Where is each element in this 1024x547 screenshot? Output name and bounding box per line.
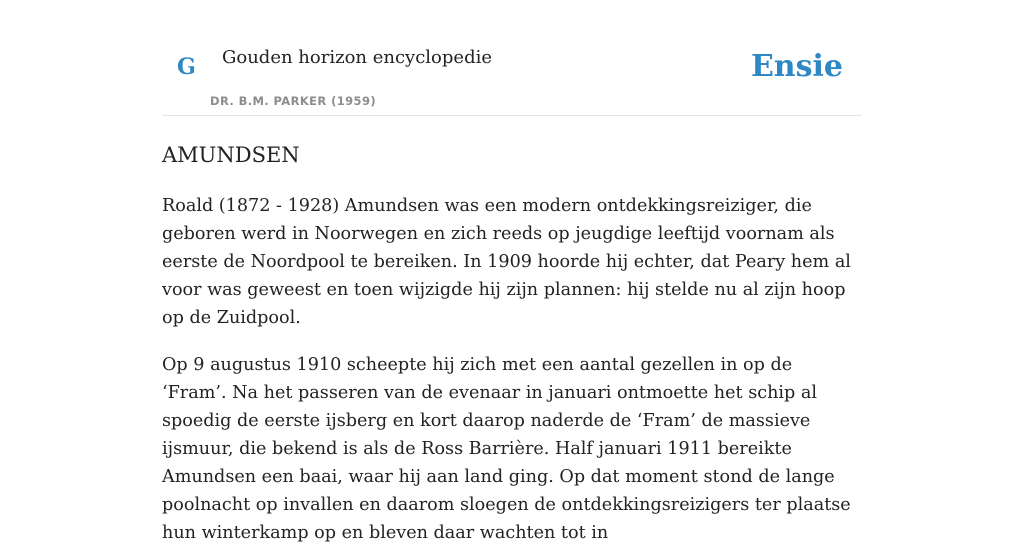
entry-paragraph: Roald (1872 - 1928) Amundsen was een modern ontdekkingsreiziger, die geboren werd in Noorwegen en zich reeds op jeugdige leeftijd voornam als eerste de Noordpool te bereiken. In 1909 hoorde hij echter, dat Peary hem al voor was geweest en toen wijzigde hij zijn plannen: hij stelde nu al zijn hoop op de Zuidpool. — [162, 196, 851, 329]
source-logo[interactable]: G — [177, 54, 196, 80]
source-title[interactable]: Gouden horizon encyclopedie — [222, 47, 492, 68]
source-author: DR. B.M. PARKER (1959) — [210, 94, 377, 108]
source-header — [162, 0, 862, 116]
entry-content — [162, 143, 862, 547]
entry-paragraph: Op 9 augustus 1910 scheepte hij zich met een aantal gezellen in op de ‘Fram’. Na het passeren van de evenaar in januari ontmoette het schip al spoedig de eerste ijsberg en kort daarop naderde de ‘Fram’ de massieve ijsmuur, die bekend is als de Ross Barrière. Half januari 1911 bereikte Amundsen een baai, waar hij aan land ging. Op dat moment stond de lange poolnacht op invallen en daarom sloegen de ontdekkingsreizigers ter plaatse hun winterkamp op en bleven daar wachten tot in — [162, 355, 851, 544]
entry-title: AMUNDSEN — [162, 143, 300, 167]
page — [162, 0, 862, 547]
brand-logo[interactable]: Ensie — [750, 49, 843, 84]
entry-body — [162, 192, 862, 547]
